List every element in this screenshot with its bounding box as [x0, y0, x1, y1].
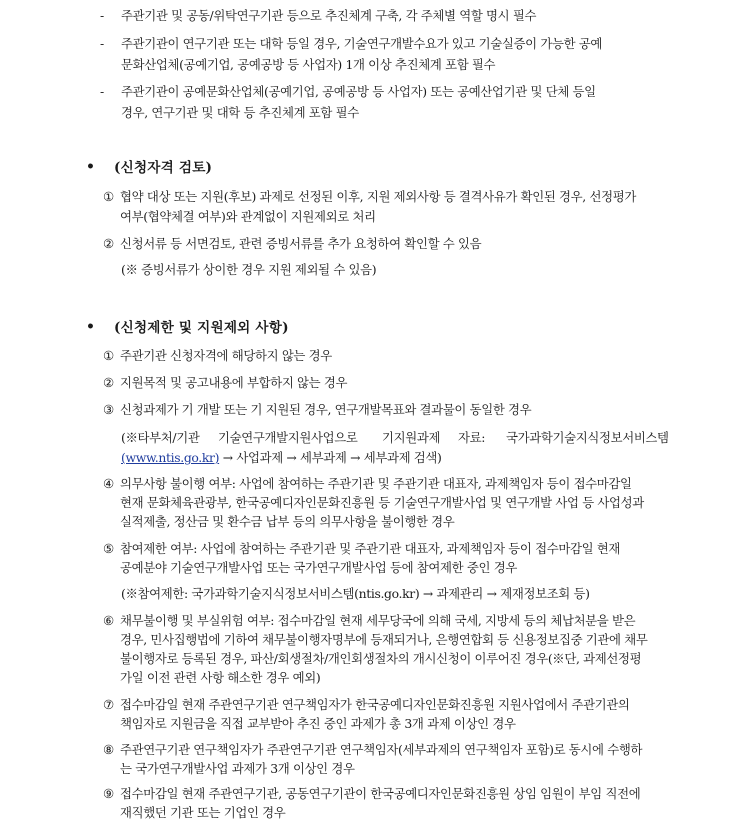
item-number: ③	[103, 402, 114, 417]
note-text: (※타부처/기관	[121, 430, 200, 445]
note-text: 국가과학기술지식정보서비스템	[506, 430, 669, 445]
item-text: 협약 대상 또는 지원(후보) 과제로 선정된 이후, 지원 제외사항 등 결격사유가 확인된 경우, 선정평가	[120, 189, 636, 204]
item-text: 채무불이행 및 부실위험 여부: 접수마감일 현재 세무당국에 의해 국세, 지방세 등의 체납처분을 받은	[120, 613, 636, 628]
item-text: 불이행자로 등록된 경우, 파산/회생절차/개인회생절차의 개시신청이 이루어진 경우(※단, 과제선정평	[120, 651, 642, 666]
section-heading: (신청제한 및 지원제외 사항)	[114, 320, 289, 336]
item-text: 의무사항 불이행 여부: 사업에 참여하는 주관기관 및 주관기관 대표자, 과제책임자 등이 접수마감일	[120, 476, 632, 491]
dash-item-text: 주관기관이 공예문화산업체(공예기업, 공예공방 등 사업자) 또는 공예산업기관 및 단체 등일	[121, 84, 596, 99]
item-number: ④	[103, 476, 114, 491]
item-number: ①	[103, 189, 114, 204]
item-text: 주관연구기관 연구책임자가 주관연구기관 연구책임자(세부과제의 연구책임자 포함)로 동시에 수행하	[120, 742, 643, 757]
item-text: 지원목적 및 공고내용에 부합하지 않는 경우	[120, 375, 348, 390]
note-text: 자료:	[458, 430, 486, 445]
item-text: 실적제출, 정산금 및 환수금 납부 등의 의무사항을 불이행한 경우	[120, 514, 455, 529]
note-text: (※참여제한: 국가과학기술지식정보서비스템(ntis.go.kr) → 과제관리 → 제재정보조회 등)	[121, 586, 590, 601]
item-text: 책임자로 지원금을 직접 교부받아 추진 중인 과제가 총 3개 과제 이상인 경우	[120, 716, 516, 731]
note-text: 기지원과제	[382, 430, 441, 445]
item-text: 경우, 민사집행법에 기하여 채무불이행자명부에 등재되거나, 은행연합회 등 신용정보집중 기관에 채무	[120, 632, 648, 647]
section-bullet: •	[86, 159, 95, 175]
item-text: 재직했던 기관 또는 기업인 경우	[120, 805, 286, 820]
item-text: 신청과제가 기 개발 또는 기 지원된 경우, 연구개발목표와 결과물이 동일한 경우	[120, 402, 532, 417]
item-number: ②	[103, 375, 114, 390]
item-text: 참여제한 여부: 사업에 참여하는 주관기관 및 주관기관 대표자, 과제책임자 등이 접수마감일 현재	[120, 541, 621, 556]
section-bullet: •	[86, 319, 95, 335]
ntis-link[interactable]: (www.ntis.go.kr)	[121, 450, 220, 465]
item-number: ⑤	[103, 541, 114, 556]
item-number: ⑨	[103, 786, 114, 801]
dash-item-text: 주관기관이 연구기관 또는 대학 등일 경우, 기술연구개발수요가 있고 기술실증이 가능한 공예	[121, 36, 603, 51]
dash-item-text: 주관기관 및 공동/위탁연구기관 등으로 추진체계 구축, 각 주체별 역할 명시 필수	[121, 8, 537, 23]
item-number: ⑦	[103, 697, 114, 712]
item-number: ⑧	[103, 742, 114, 757]
item-text: 신청서류 등 서면검토, 관련 증빙서류를 추가 요청하여 확인할 수 있음	[120, 236, 482, 251]
item-number: ②	[103, 236, 114, 251]
dash-marker: -	[100, 36, 104, 51]
item-text: 접수마감일 현재 주관연구기관, 공동연구기관이 한국공예디자인문화진흥원 상임 임원이 부임 직전에	[120, 786, 641, 801]
item-number: ①	[103, 348, 114, 363]
item-text: 현재 문화체육관광부, 한국공예디자인문화진흥원 등 기술연구개발사업 및 연구개발 사업 등 사업성과	[120, 495, 644, 510]
item-text: 접수마감일 현재 주관연구기관 연구책임자가 한국공예디자인문화진흥원 지원사업에서 주관기관의	[120, 697, 630, 712]
note-line	[121, 450, 442, 466]
item-number: ⑥	[103, 613, 114, 628]
item-text: 여부(협약체결 여부)와 관계없이 지원제외로 처리	[120, 209, 376, 224]
item-text: 주관기관 신청자격에 해당하지 않는 경우	[120, 348, 332, 363]
note-text: → 사업과제 → 세부과제 → 세부과제 검색)	[219, 450, 442, 465]
item-text: 는 국가연구개발사업 과제가 3개 이상인 경우	[120, 761, 355, 776]
note-text: (※ 증빙서류가 상이한 경우 지원 제외될 수 있음)	[121, 262, 377, 277]
section-heading: (신청자격 검토)	[114, 160, 213, 176]
dash-item-text: 문화산업체(공예기업, 공예공방 등 사업자) 1개 이상 추진체계 포함 필수	[121, 57, 496, 72]
item-text: 가일 이전 관련 사항 해소한 경우 예외)	[120, 670, 321, 685]
dash-marker: -	[100, 84, 104, 99]
note-text: 기술연구개발지원사업으로	[218, 430, 358, 445]
item-text: 공예분야 기술연구개발사업 또는 국가연구개발사업 등에 참여제한 중인 경우	[120, 560, 517, 575]
dash-marker: -	[100, 8, 104, 23]
dash-item-text: 경우, 연구기관 및 대학 등 추진체계 포함 필수	[121, 105, 359, 120]
